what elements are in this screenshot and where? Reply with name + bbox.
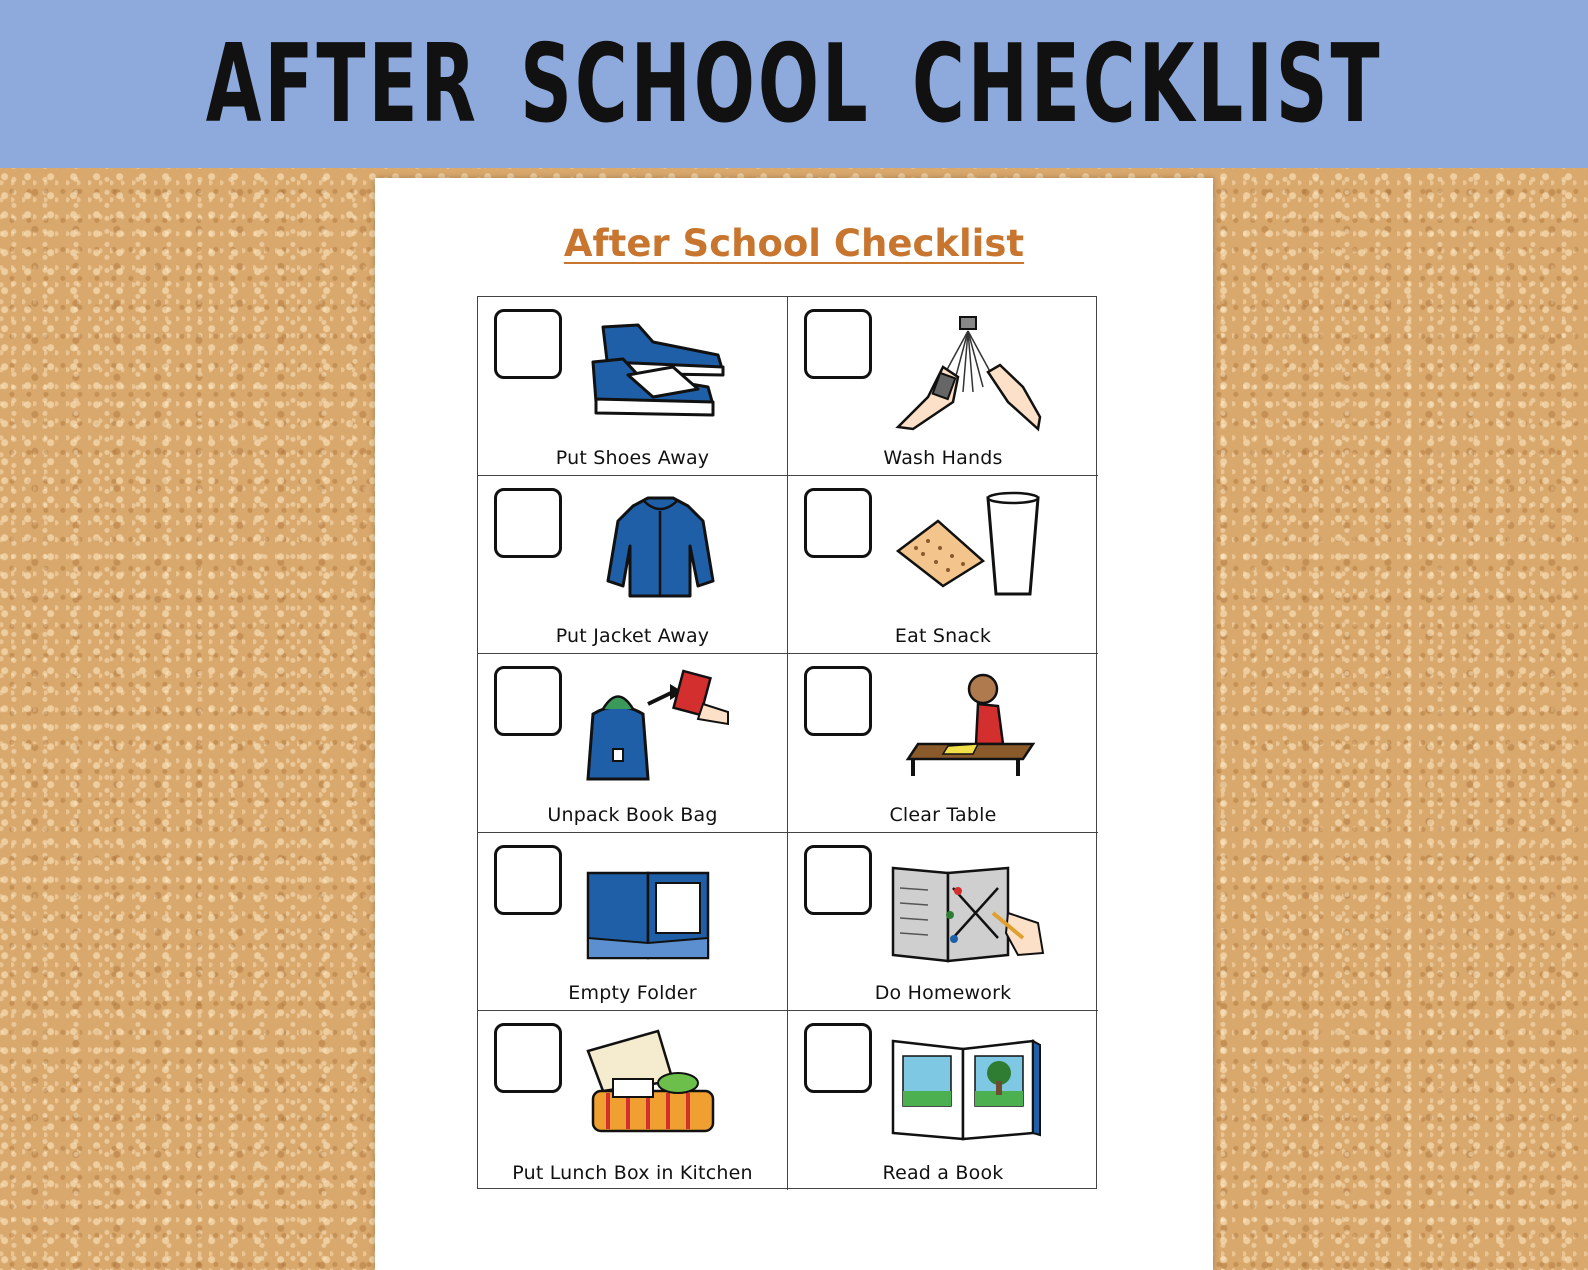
- task-cell: [478, 654, 788, 833]
- task-label: Clear Table: [889, 803, 997, 826]
- task-cell: [478, 297, 788, 476]
- task-label: Wash Hands: [883, 446, 1003, 469]
- task-checkbox[interactable]: [804, 845, 872, 915]
- task-label: Empty Folder: [568, 982, 697, 1005]
- task-label: Unpack Book Bag: [547, 803, 718, 826]
- folder-icon: [578, 843, 743, 968]
- book-icon: [888, 1021, 1053, 1146]
- task-cell: [478, 833, 788, 1012]
- task-checkbox[interactable]: [494, 309, 562, 379]
- book-bag-icon: [578, 664, 743, 789]
- task-cell: [788, 476, 1098, 655]
- task-checkbox[interactable]: [804, 488, 872, 558]
- clear-table-icon: [888, 664, 1053, 789]
- task-cell: [788, 654, 1098, 833]
- document-title: After School Checklist: [563, 222, 1025, 265]
- task-label: Put Jacket Away: [555, 625, 710, 648]
- checklist-sheet: [375, 178, 1213, 1270]
- task-cell: [478, 476, 788, 655]
- jacket-icon: [578, 486, 743, 611]
- banner-title: AFTER SCHOOL CHECKLIST: [205, 21, 1383, 147]
- task-cell: [788, 297, 1098, 476]
- task-checkbox[interactable]: [494, 488, 562, 558]
- task-checkbox[interactable]: [494, 845, 562, 915]
- task-cell: [788, 1011, 1098, 1190]
- task-label: Put Shoes Away: [555, 446, 710, 469]
- wash-hands-icon: [888, 307, 1053, 432]
- homework-icon: [888, 843, 1053, 968]
- task-checkbox[interactable]: [804, 1023, 872, 1093]
- checklist-grid: [477, 296, 1097, 1189]
- task-checkbox[interactable]: [494, 1023, 562, 1093]
- task-cell: [788, 833, 1098, 1012]
- task-label: Read a Book: [882, 1161, 1004, 1184]
- lunch-box-icon: [578, 1021, 743, 1146]
- task-checkbox[interactable]: [804, 666, 872, 736]
- task-label: Do Homework: [874, 982, 1012, 1005]
- task-checkbox[interactable]: [804, 309, 872, 379]
- task-label: Put Lunch Box in Kitchen: [512, 1161, 753, 1184]
- header-banner: [0, 0, 1588, 168]
- shoes-icon: [578, 307, 743, 432]
- task-cell: [478, 1011, 788, 1190]
- snack-icon: [888, 486, 1053, 611]
- task-checkbox[interactable]: [494, 666, 562, 736]
- task-label: Eat Snack: [894, 625, 992, 648]
